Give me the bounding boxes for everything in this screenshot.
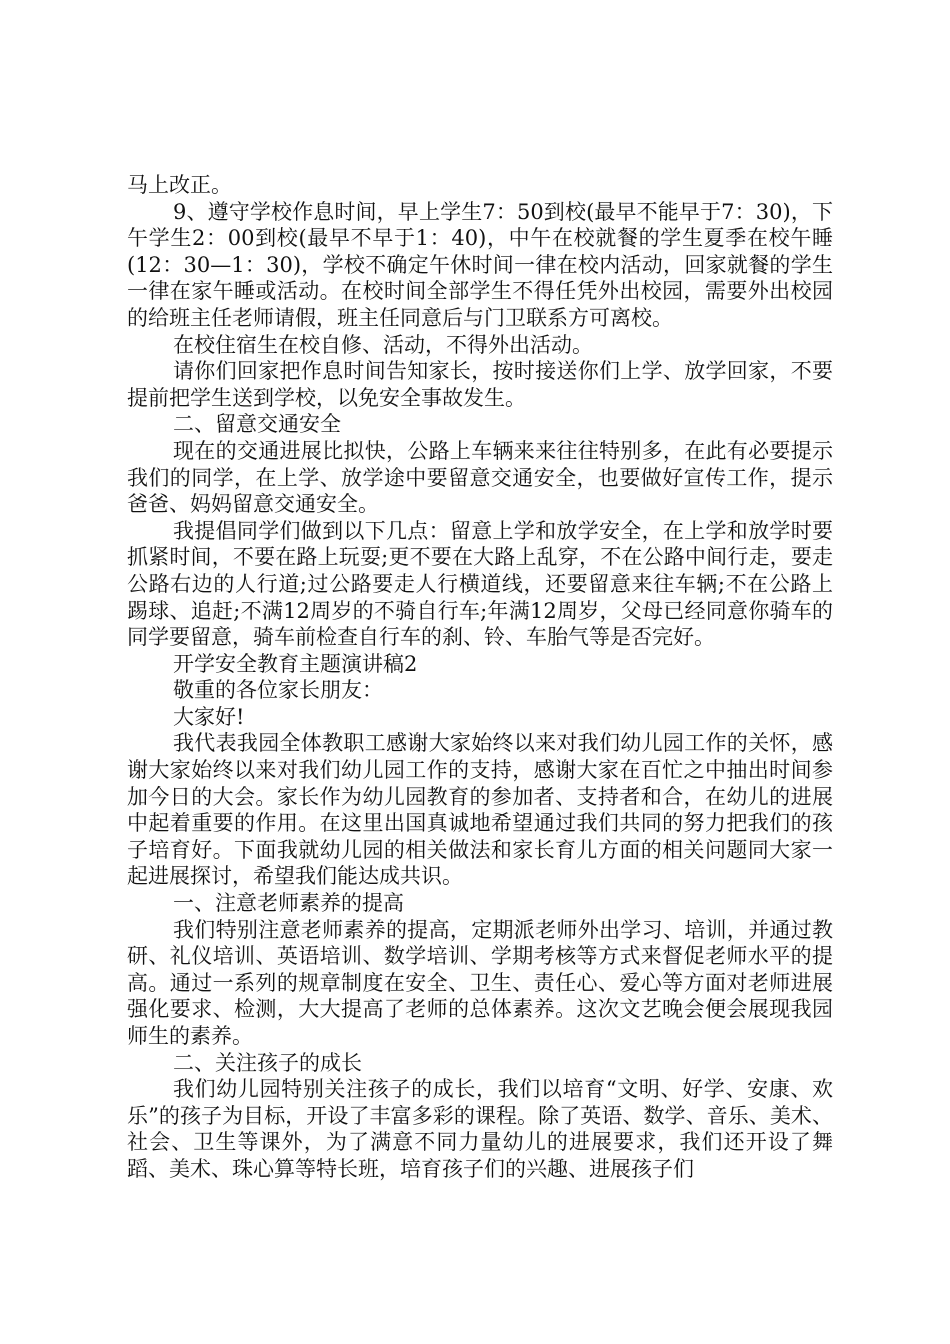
greeting: 大家好! bbox=[173, 704, 245, 729]
section-heading: 二、关注孩子的成长 bbox=[173, 1050, 362, 1075]
paragraph: 9、遵守学校作息时间，早上学生7：50到校(最早不能早于7：30)，下午学生2：00到校(最早不早于1：40)，中午在校就餐的学生夏季在校午睡(12：30—1：30)，学校不确定午休时间一律在校内活动，回家就餐的学生一律在家午睡或活动。在校时间全部学生不得任凭外出校园，需要外出校园的给班主任老师请假，班主任同意后与门卫联系方可离校。 bbox=[127, 199, 833, 330]
section-heading: 一、注意老师素养的提高 bbox=[173, 891, 404, 916]
salutation: 敬重的各位家长朋友： bbox=[173, 678, 383, 703]
paragraph: 在校住宿生在校自修、活动，不得外出活动。 bbox=[173, 332, 593, 357]
paragraph: 请你们回家把作息时间告知家长，按时接送你们上学、放学回家，不要提前把学生送到学校，以免安全事故发生。 bbox=[127, 359, 833, 410]
paragraph: 我们特别注意老师素养的提高，定期派老师外出学习、培训，并通过教研、礼仪培训、英语培训、数学培训、学期考核等方式来督促老师水平的提高。通过一系列的规章制度在安全、卫生、责任心、爱心等方面对老师进展强化要求、检测，大大提高了老师的总体素养。这次文艺晚会便会展现我园师生的素养。 bbox=[127, 917, 833, 1048]
section-heading: 二、留意交通安全 bbox=[173, 412, 341, 437]
document-page bbox=[127, 172, 833, 1183]
paragraph: 现在的交通进展比拟快，公路上车辆来来往往特别多，在此有必要提示我们的同学，在上学、放学途中要留意交通安全，也要做好宣传工作，提示爸爸、妈妈留意交通安全。 bbox=[127, 438, 833, 517]
paragraph: 我代表我园全体教职工感谢大家始终以来对我们幼儿园工作的关怀，感谢大家始终以来对我们幼儿园工作的支持，感谢大家在百忙之中抽出时间参加今日的大会。家长作为幼儿园教育的参加者、支持者和合，在幼儿的进展中起着重要的作用。在这里出国真诚地希望通过我们共同的努力把我们的孩子培育好。下面我就幼儿园的相关做法和家长育儿方面的相关问题同大家一起进展探讨，希望我们能达成共识。 bbox=[127, 731, 833, 889]
paragraph: 马上改正。 bbox=[127, 173, 232, 197]
paragraph: 我提倡同学们做到以下几点：留意上学和放学安全，在上学和放学时要抓紧时间，不要在路上玩耍;更不要在大路上乱穿，不在公路中间行走，要走公路右边的人行道;过公路要走人行横道线，还要留意来往车辆;不在公路上踢球、追赶;不满12周岁的不骑自行车;年满12周岁，父母已经同意你骑车的同学要留意，骑车前检查自行车的刹、铃、车胎气等是否完好。 bbox=[127, 518, 833, 650]
paragraph: 我们幼儿园特别关注孩子的成长，我们以培育“文明、好学、安康、欢乐”的孩子为目标，开设了丰富多彩的课程。除了英语、数学、音乐、美术、社会、卫生等课外，为了满意不同力量幼儿的进展要求，我们还开设了舞蹈、美术、珠心算等特长班，培育孩子们的兴趣、进展孩子们 bbox=[127, 1077, 833, 1181]
document-subtitle: 开学安全教育主题演讲稿2 bbox=[173, 651, 418, 676]
